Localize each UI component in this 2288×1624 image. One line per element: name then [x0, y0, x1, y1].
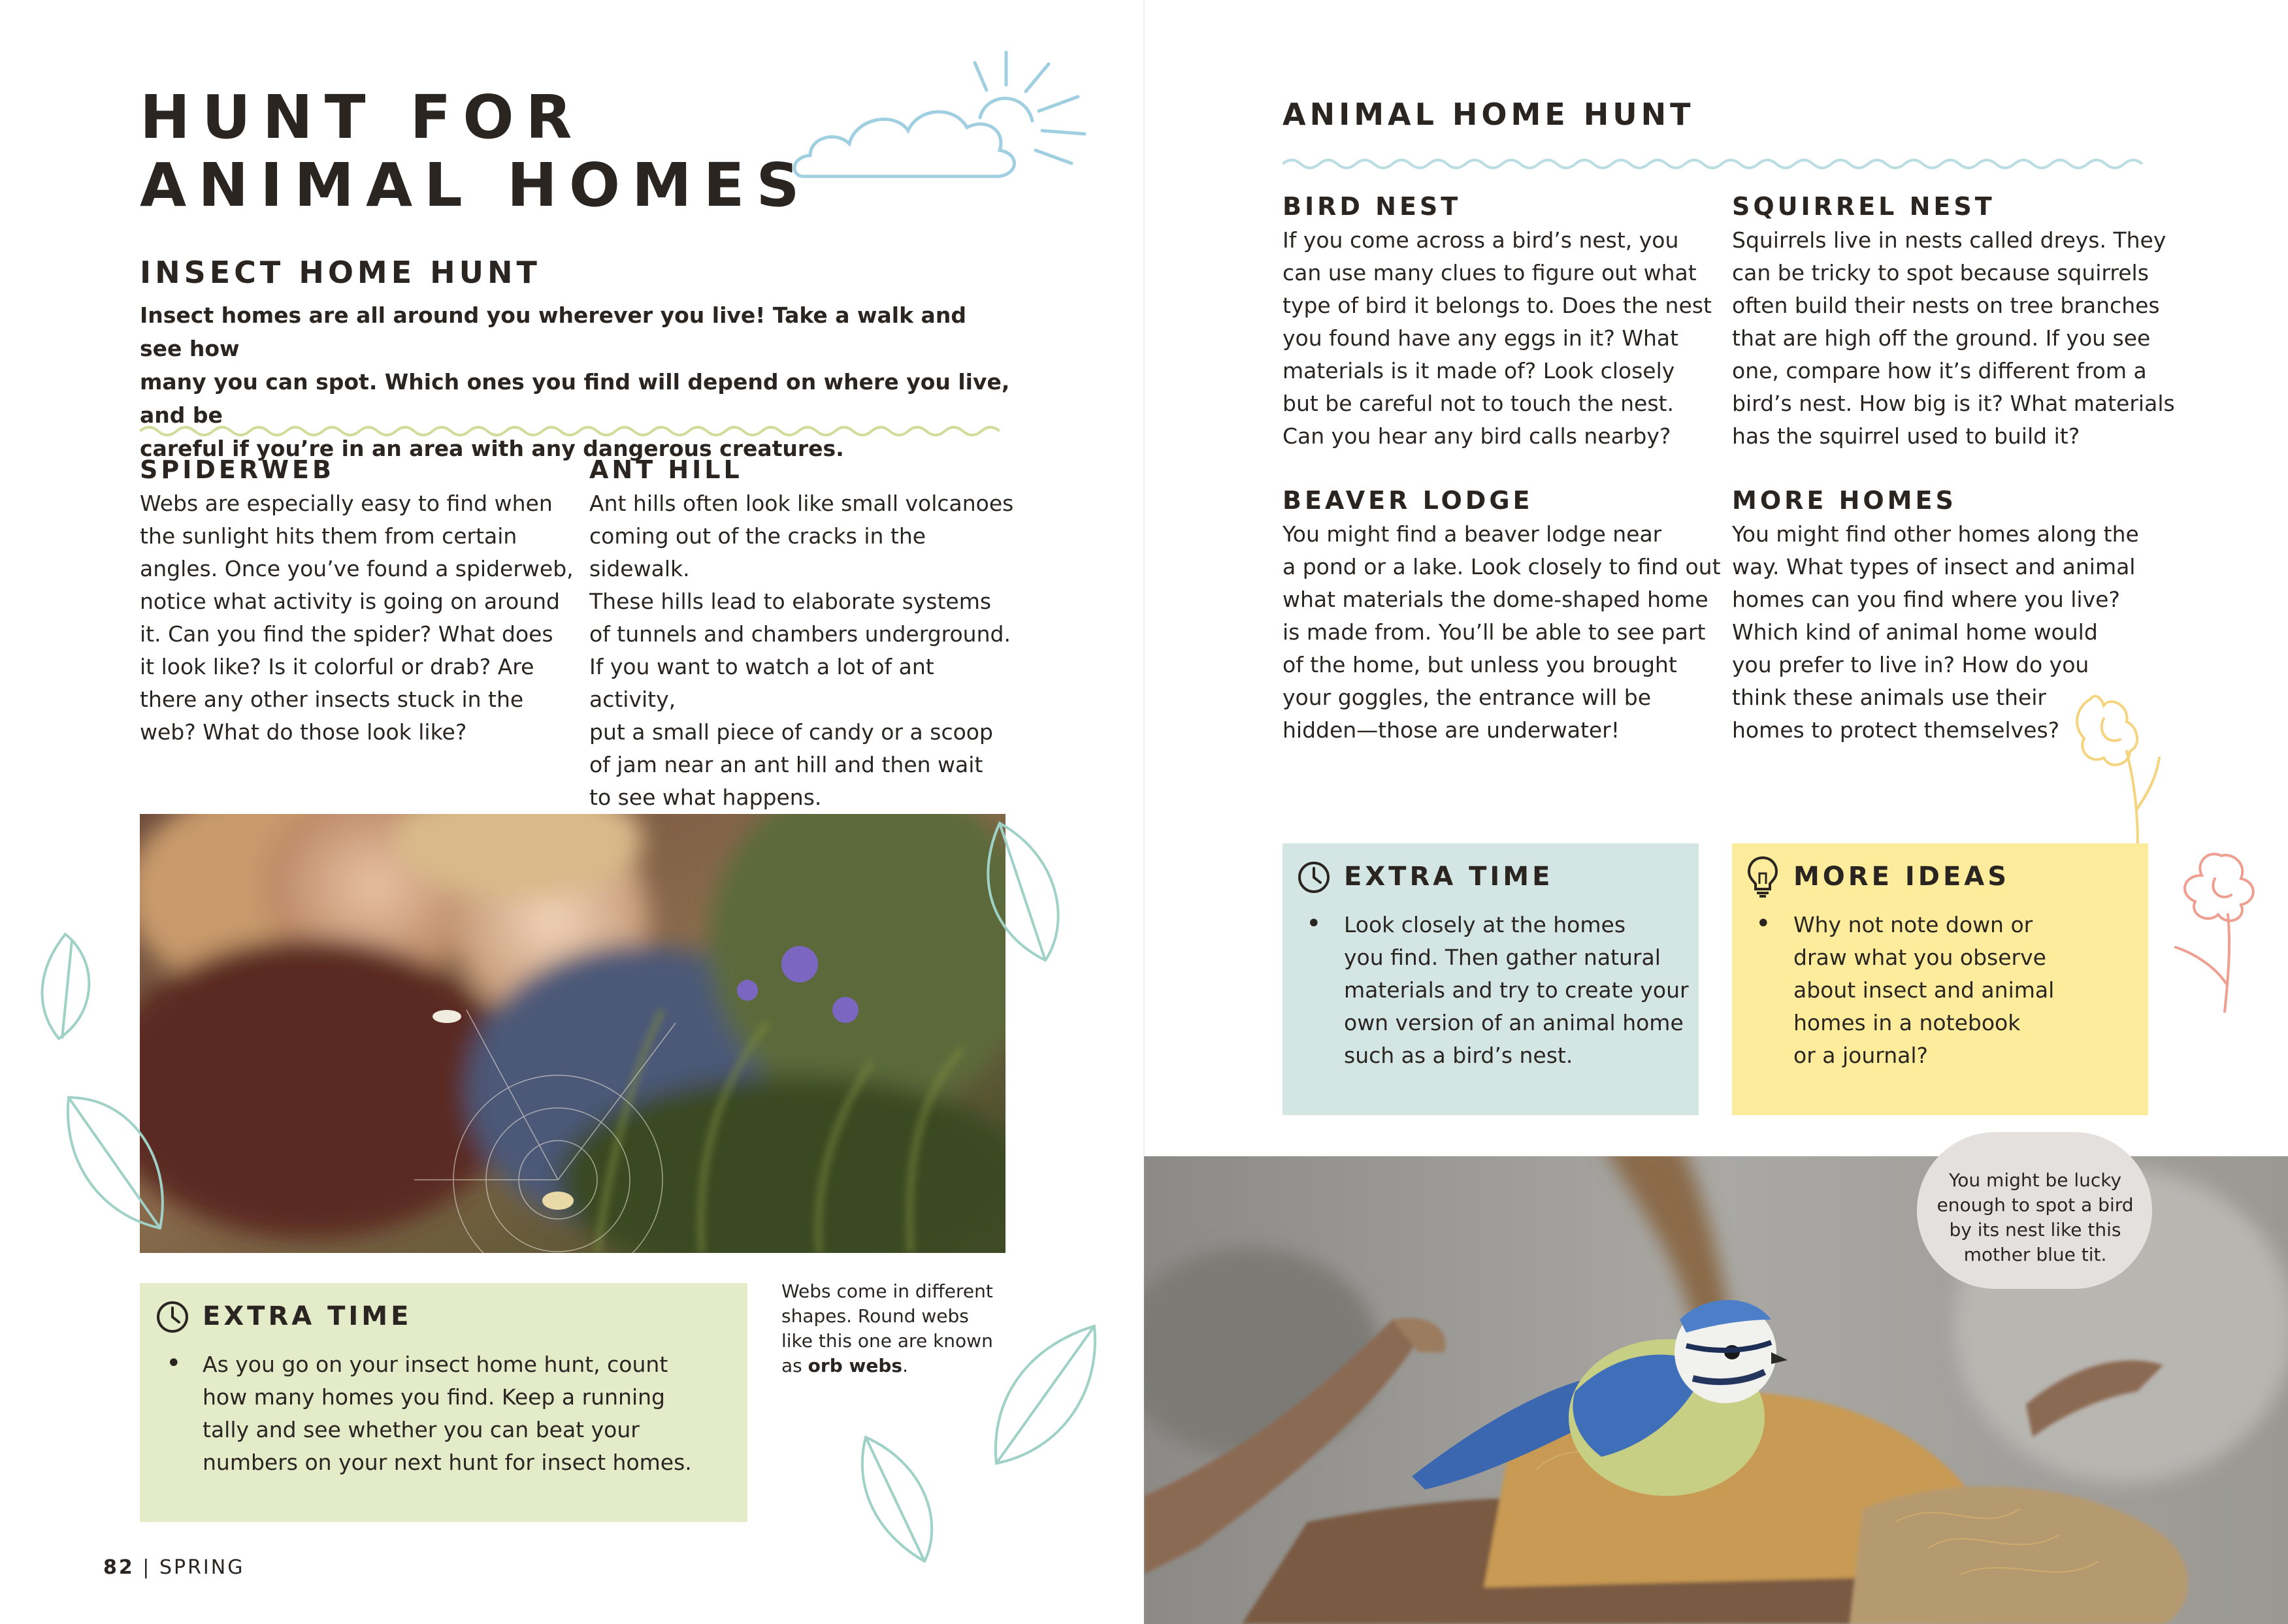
- bird-nest-heading: BIRD NEST: [1283, 192, 1462, 221]
- more-ideas-box: [1732, 843, 2148, 1115]
- clock-icon: [154, 1299, 191, 1335]
- intro-line: careful if you’re in an area with any dangerous creatures.: [140, 436, 844, 461]
- intro-line: Insect homes are all around you wherever you live! Take a walk and see how: [140, 302, 966, 361]
- extra-time-box-right: [1283, 843, 1699, 1115]
- caption-line: enough to spot a bird: [1937, 1194, 2134, 1216]
- text-line: has the squirrel used to build it?: [1732, 423, 2080, 449]
- text-line: As you go on your insect home hunt, count: [203, 1352, 668, 1377]
- text-line: or a journal?: [1793, 1043, 1929, 1068]
- caption-bold-term: orb webs: [808, 1355, 903, 1376]
- beaver-lodge-heading: BEAVER LODGE: [1283, 486, 1533, 515]
- bird-nest-text: [1283, 224, 1727, 453]
- text-line: of jam near an ant hill and then wait: [589, 752, 983, 777]
- squirrel-nest-text: [1732, 224, 2176, 453]
- text-line: You might find other homes along the: [1732, 521, 2139, 547]
- text-line: Which kind of animal home would: [1732, 619, 2098, 645]
- ant-hill-heading: ANT HILL: [589, 455, 743, 484]
- text-line: homes can you find where you live?: [1732, 587, 2120, 612]
- text-line: homes in a notebook: [1793, 1010, 2021, 1035]
- text-line: a pond or a lake. Look closely to find out: [1283, 554, 1721, 579]
- text-line: you found have any eggs in it? What: [1283, 325, 1679, 351]
- leaf-icon: [973, 817, 1071, 967]
- text-line: there any other insects stuck in the: [140, 687, 524, 712]
- caption-line: like this one are known: [781, 1330, 993, 1352]
- more-ideas-text: [1793, 909, 2140, 1072]
- caption-line: [781, 1354, 1004, 1378]
- bubble-caption: [1927, 1168, 2143, 1267]
- text-line: Look closely at the homes: [1344, 912, 1626, 937]
- lightbulb-icon: [1746, 855, 1779, 898]
- more-homes-heading: MORE HOMES: [1732, 486, 1957, 515]
- text-line: about insect and animal: [1793, 977, 2055, 1003]
- extra-time-box-left: [140, 1283, 747, 1522]
- text-line: but be careful not to touch the nest.: [1283, 391, 1674, 416]
- text-line: how many homes you find. Keep a running: [203, 1384, 665, 1410]
- text-line: own version of an animal home: [1344, 1010, 1684, 1035]
- extra-time-title: EXTRA TIME: [203, 1301, 412, 1331]
- leaf-icon: [853, 1431, 951, 1568]
- text-line: such as a bird’s nest.: [1344, 1043, 1573, 1068]
- spiderweb-heading: SPIDERWEB: [140, 455, 335, 484]
- beaver-lodge-text: [1283, 518, 1727, 747]
- caption-line: You might be lucky: [1948, 1169, 2122, 1191]
- text-line: If you come across a bird’s nest, you: [1283, 227, 1679, 253]
- text-line: your goggles, the entrance will be: [1283, 685, 1652, 710]
- extra-time-title: EXTRA TIME: [1344, 862, 1554, 892]
- extra-time-text: [1344, 909, 1690, 1072]
- wavy-divider: [1283, 154, 2148, 174]
- bullet: •: [1306, 909, 1322, 939]
- text-line: it. Can you find the spider? What does: [140, 621, 553, 647]
- title-line-1: HUNT FOR: [140, 82, 584, 152]
- text-line: it look like? Is it colorful or drab? Are: [140, 654, 534, 679]
- bullet: •: [166, 1348, 182, 1378]
- text-line: to see what happens.: [589, 785, 822, 810]
- text-line: of the home, but unless you brought: [1283, 652, 1677, 677]
- text-line: Why not note down or: [1793, 912, 2033, 937]
- wavy-divider: [140, 421, 1005, 441]
- text-line: you prefer to live in? How do you: [1732, 652, 2089, 677]
- footer-separator: |: [142, 1556, 152, 1579]
- text-line: numbers on your next hunt for insect homes.: [203, 1450, 692, 1475]
- text-line: of tunnels and chambers underground.: [589, 621, 1011, 647]
- text-line: homes to protect themselves?: [1732, 717, 2060, 743]
- caption-line: Webs come in different: [781, 1280, 993, 1302]
- caption-line: mother blue tit.: [1963, 1244, 2107, 1265]
- page-footer: [103, 1556, 244, 1579]
- text-line: coming out of the cracks in the sidewalk.: [589, 523, 926, 581]
- intro-line: many you can spot. Which ones you find will depend on where you live, and be: [140, 369, 1010, 428]
- text-line: can use many clues to figure out what: [1283, 260, 1697, 285]
- more-ideas-title: MORE IDEAS: [1793, 862, 2010, 892]
- caption-text: .: [902, 1355, 908, 1376]
- spiderweb-text: [140, 487, 584, 749]
- leaf-icon: [26, 928, 105, 1045]
- caption-line: shapes. Round webs: [781, 1305, 969, 1327]
- title-line-2: ANIMAL HOMES: [140, 150, 811, 220]
- sun-cloud-icon: [791, 46, 1098, 189]
- text-line: notice what activity is going on around: [140, 589, 560, 614]
- text-line: what materials the dome-shaped home: [1283, 587, 1708, 612]
- text-line: angles. Once you’ve found a spiderweb,: [140, 556, 574, 581]
- caption-line: by its nest like this: [1949, 1219, 2121, 1241]
- footer-section: SPRING: [159, 1556, 245, 1579]
- text-line: that are high off the ground. If you see: [1732, 325, 2151, 351]
- text-line: web? What do those look like?: [140, 719, 467, 745]
- text-line: Webs are especially easy to find when: [140, 491, 553, 516]
- daffodil-icon: [2163, 843, 2280, 1013]
- text-line: You might find a beaver lodge near: [1283, 521, 1662, 547]
- text-line: tally and see whether you can beat your: [203, 1417, 640, 1442]
- text-line: type of bird it belongs to. Does the nest: [1283, 293, 1712, 318]
- text-line: the sunlight hits them from certain: [140, 523, 517, 549]
- caption-text: as: [781, 1355, 808, 1376]
- text-line: often build their nests on tree branches: [1732, 293, 2160, 318]
- text-line: draw what you observe: [1793, 945, 2046, 970]
- text-line: way. What types of insect and animal: [1732, 554, 2136, 579]
- clock-icon: [1296, 859, 1332, 896]
- text-line: materials is it made of? Look closely: [1283, 358, 1675, 383]
- text-line: Can you hear any bird calls nearby?: [1283, 423, 1671, 449]
- text-line: Ant hills often look like small volcanoes: [589, 491, 1014, 516]
- leaf-icon: [62, 1084, 173, 1235]
- text-line: These hills lead to elaborate systems: [589, 589, 992, 614]
- text-line: can be tricky to spot because squirrels: [1732, 260, 2149, 285]
- text-line: one, compare how it’s different from a: [1732, 358, 2147, 383]
- bullet: •: [1756, 909, 1771, 939]
- text-line: If you want to watch a lot of ant activity,: [589, 654, 934, 712]
- text-line: you find. Then gather natural: [1344, 945, 1661, 970]
- text-line: think these animals use their: [1732, 685, 2046, 710]
- page-title: [140, 84, 811, 219]
- web-caption: [781, 1279, 1004, 1378]
- text-line: materials and try to create your: [1344, 977, 1689, 1003]
- page-number: 82: [103, 1556, 135, 1579]
- ant-hill-text: [589, 487, 1021, 814]
- text-line: bird’s nest. How big is it? What materials: [1732, 391, 2175, 416]
- text-line: put a small piece of candy or a scoop: [589, 719, 993, 745]
- extra-time-text: [203, 1348, 738, 1479]
- text-line: is made from. You’ll be able to see part: [1283, 619, 1706, 645]
- animal-home-hunt-heading: ANIMAL HOME HUNT: [1283, 97, 1695, 132]
- text-line: hidden—those are underwater!: [1283, 717, 1620, 743]
- text-line: Squirrels live in nests called dreys. They: [1732, 227, 2166, 253]
- children-spiderweb-photo: [140, 814, 1005, 1253]
- insect-home-hunt-heading: INSECT HOME HUNT: [140, 255, 541, 290]
- squirrel-nest-heading: SQUIRREL NEST: [1732, 192, 1995, 221]
